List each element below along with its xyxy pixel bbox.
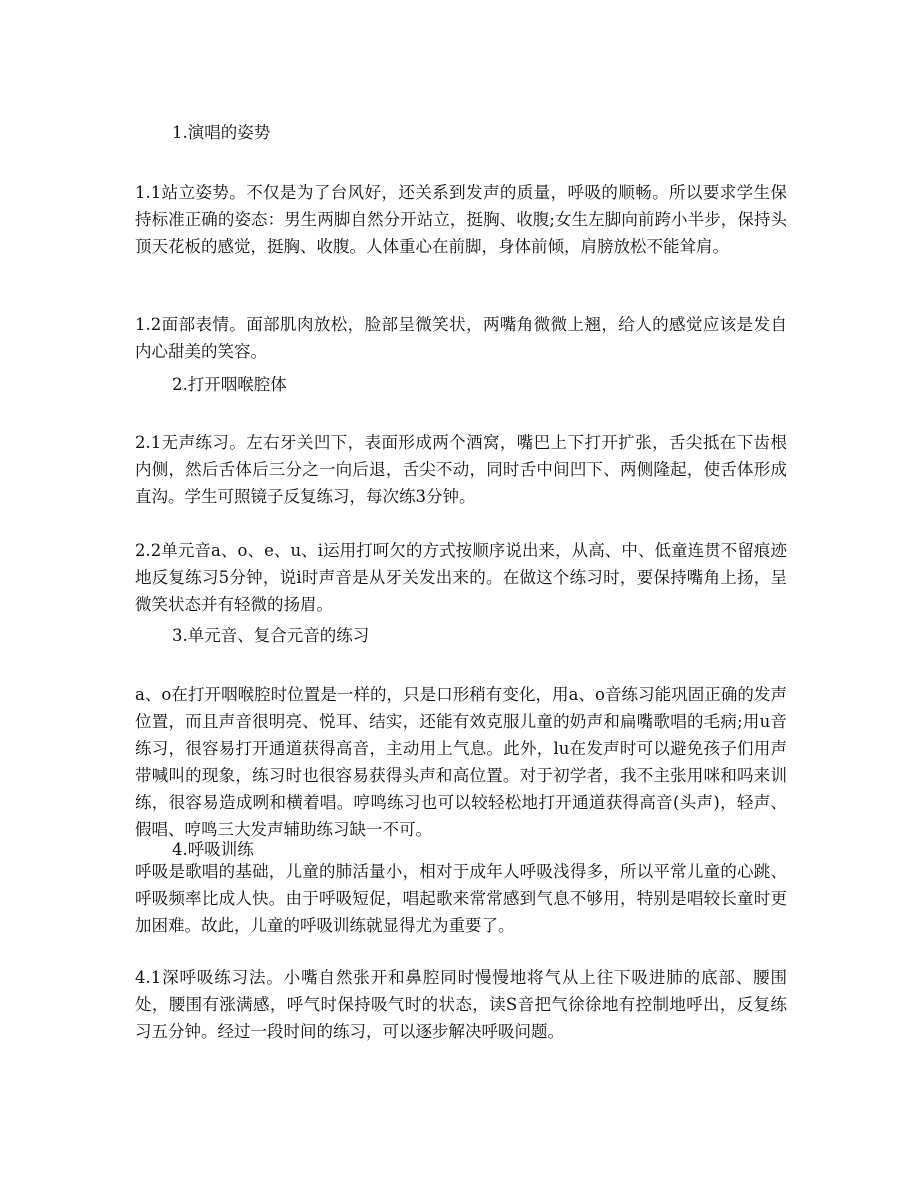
section-heading: 4.呼吸训练 [172, 840, 254, 859]
section-heading: 3.单元音、复合元音的练习 [172, 626, 370, 645]
paragraph: 2.1无声练习。左右牙关凹下，表面形成两个酒窝，嘴巴上下打开扩张，舌尖抵在下齿根内侧，然后舌体后三分之一向后退，舌尖不动，同时舌中间凹下、两侧隆起，使舌体形成直沟。学生可照镜子反复练习，每次练3分钟。 [135, 433, 787, 506]
section-heading: 2.打开咽喉腔体 [172, 375, 287, 394]
paragraph: 1.2面部表情。面部肌肉放松，脸部呈微笑状，两嘴角微微上翘，给人的感觉应该是发自内心甜美的笑容。 [135, 315, 787, 361]
paragraph: a、o在打开咽喉腔时位置是一样的，只是口形稍有变化，用a、o音练习能巩固正确的发声位置，而且声音很明亮、悦耳、结实，还能有效克服儿童的奶声和扁嘴歌唱的毛病;用u音练习，很容易打开通道获得高音，主动用上气息。此外，lu在发声时可以避免孩子们用声带喊叫的现象，练习时也很容易获得头声和高位置。对于初学者，我不主张用咪和吗来训练，很容易造成咧和横着唱。哼鸣练习也可以较轻松地打开通道获得高音(头声)，轻声、假唱、哼鸣三大发声辅助练习缺一不可。 [135, 685, 787, 839]
paragraph: 2.2单元音a、o、e、u、i运用打呵欠的方式按顺序说出来，从高、中、低童连贯不留痕迹地反复练习5分钟，说i时声音是从牙关发出来的。在做这个练习时，要保持嘴角上扬，呈微笑状态并有轻微的扬眉。 [135, 541, 787, 614]
paragraph: 1.1站立姿势。不仅是为了台风好，还关系到发声的质量，呼吸的顺畅。所以要求学生保持标准正确的姿态：男生两脚自然分开站立，挺胸、收腹;女生左脚向前跨小半步，保持头顶天花板的感觉，挺胸、收腹。人体重心在前脚，身体前倾，肩膀放松不能耸肩。 [135, 183, 787, 256]
section-heading: 1.演唱的姿势 [172, 123, 271, 142]
paragraph: 呼吸是歌唱的基础，儿童的肺活量小，相对于成年人呼吸浅得多，所以平常儿童的心跳、呼吸频率比成人快。由于呼吸短促，唱起歌来常常感到气息不够用，特别是唱较长童时更加困难。故此，儿童的呼吸训练就显得尤为重要了。 [135, 862, 787, 935]
paragraph: 4.1深呼吸练习法。小嘴自然张开和鼻腔同时慢慢地将气从上往下吸进肺的底部、腰围处，腰围有涨满感，呼气时保持吸气时的状态，读S音把气徐徐地有控制地呼出，反复练习五分钟。经过一段时间的练习，可以逐步解决呼吸问题。 [135, 968, 787, 1041]
